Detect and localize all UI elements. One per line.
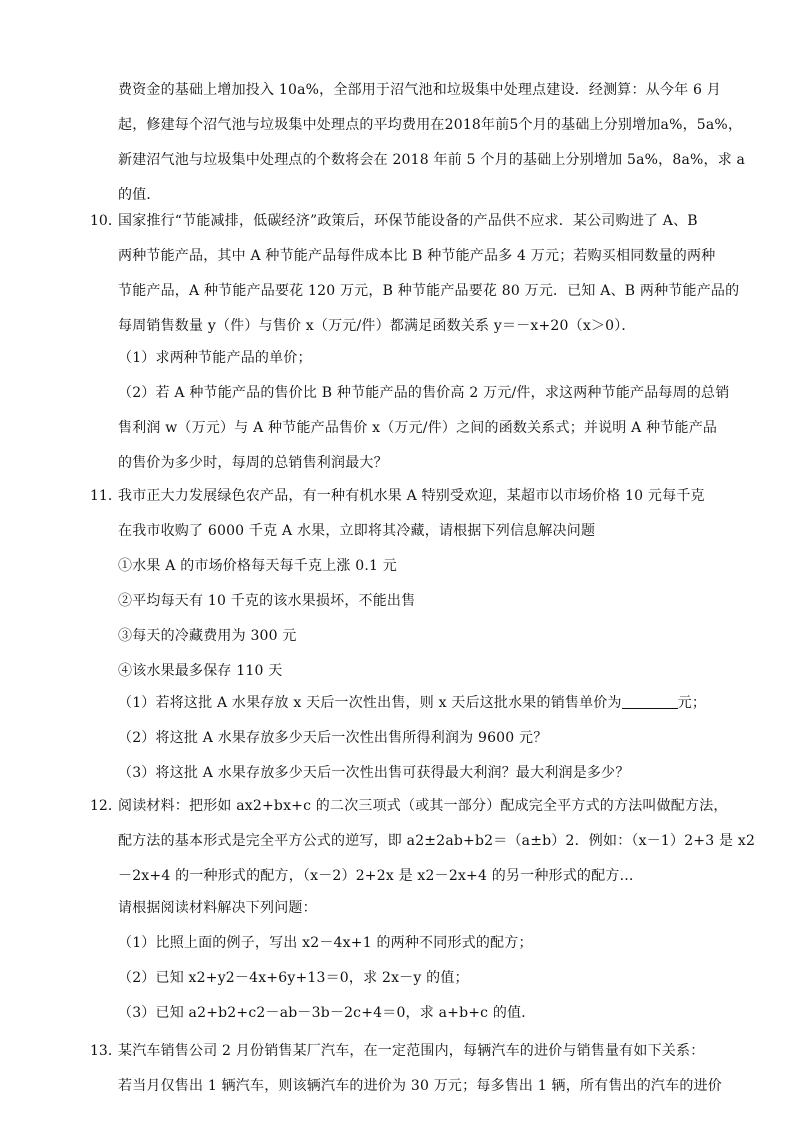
sub-question: （2）已知 x2+y2－4x+6y+13＝0，求 2x－y 的值； [118,970,469,986]
info-item: ④该水果最多保存 110 天 [118,663,283,679]
text-line: 请根据阅读材料解决下列问题： [118,900,317,916]
text-line: 的值． [118,187,161,203]
text-line: 费资金的基础上增加投入 10a%，全部用于沼气池和垃圾集中处理点建设．经测算：从今年 6 月 [118,82,721,98]
text-line: 配方法的基本形式是完全平方公式的逆写，即 a2±2ab+b2＝（a±b）2．例如：（x－1）2+3 是 x2 [118,833,756,849]
text-line: 起，修建每个沼气池与垃圾集中处理点的平均费用在2018年前5个月的基础上分别增加a%，5a%， [118,117,743,133]
sub-question [118,693,706,713]
text-line: 我市正大力发展绿色农产品，有一种有机水果 A 特别受欢迎，某超市以市场价格 10 元每千克 [118,488,705,504]
sub-question: （1）求两种节能产品的单价； [118,350,312,366]
text-line: 阅读材料：把形如 ax2+bx+c 的二次三项式（或其一部分）配成完全平方式的方法叫做配方法， [118,798,728,814]
question-number: 12． [90,798,122,814]
answer-blank[interactable] [622,694,678,709]
question-number: 13． [90,1043,122,1059]
info-item: ③每天的冷藏费用为 300 元 [118,628,297,644]
sub-question: （2）将这批 A 水果存放多少天后一次性出售所得利润为 9600 元？ [118,730,548,746]
text-line: 若当月仅售出 1 辆汽车，则该辆汽车的进价为 30 万元；每多售出 1 辆，所有售出的汽车的进价 [118,1078,722,1094]
text-line: 节能产品，A 种节能产品要花 120 万元，B 种节能产品要花 80 万元．已知 A、B 两种节能产品的 [118,283,740,299]
text-line: 在我市收购了 6000 千克 A 水果，立即将其冷藏，请根据下列信息解决问题 [118,523,596,539]
text-line: 某汽车销售公司 2 月份销售某厂汽车，在一定范围内，每辆汽车的进价与销售量有如下关系： [118,1043,705,1059]
sub-question: （3）将这批 A 水果存放多少天后一次性出售可获得最大利润？最大利润是多少？ [118,765,630,781]
info-item: ②平均每天有 10 千克的该水果损坏，不能出售 [118,593,416,609]
text-line: 新建沼气池与垃圾集中处理点的个数将会在 2018 年前 5 个月的基础上分别增加 5a%，8a%，求 a [118,152,746,168]
sub-question-text: 元； [677,695,707,711]
text-line: 的售价为多少时，每周的总销售利润最大？ [118,455,388,471]
sub-question: （1）比照上面的例子，写出 x2－4x+1 的两种不同形式的配方； [118,935,533,951]
text-line: 每周销售数量 y（件）与售价 x（万元/件）都满足函数关系 y＝－x+20（x＞0）． [118,318,636,334]
text-line: 两种节能产品，其中 A 种节能产品每件成本比 B 种节能产品多 4 万元；若购买相同数量的两种 [118,248,716,264]
sub-question-text: （1）若将这批 A 水果存放 x 天后一次性出售，则 x 天后这批水果的销售单价为 [118,695,622,711]
text-line: －2x+4 的一种形式的配方，（x－2）2+2x 是 x2－2x+4 的另一种形式的配方… [118,868,634,884]
question-number: 10． [90,213,122,229]
text-line: 售利润 w（万元）与 A 种节能产品售价 x（万元/件）之间的函数关系式；并说明 A 种节能产品 [118,420,718,436]
text-line: 国家推行“节能减排，低碳经济”政策后，环保节能设备的产品供不应求．某公司购进了 A、B [118,213,698,229]
sub-question: （3）已知 a2+b2+c2－ab－3b－2c+4＝0，求 a+b+c 的值． [118,1005,536,1021]
question-number: 11． [90,488,122,504]
info-item: ①水果 A 的市场价格每天每千克上涨 0.1 元 [118,558,397,574]
sub-question: （2）若 A 种节能产品的售价比 B 种节能产品的售价高 2 万元/件，求这两种节能产品每周的总销 [118,385,730,401]
